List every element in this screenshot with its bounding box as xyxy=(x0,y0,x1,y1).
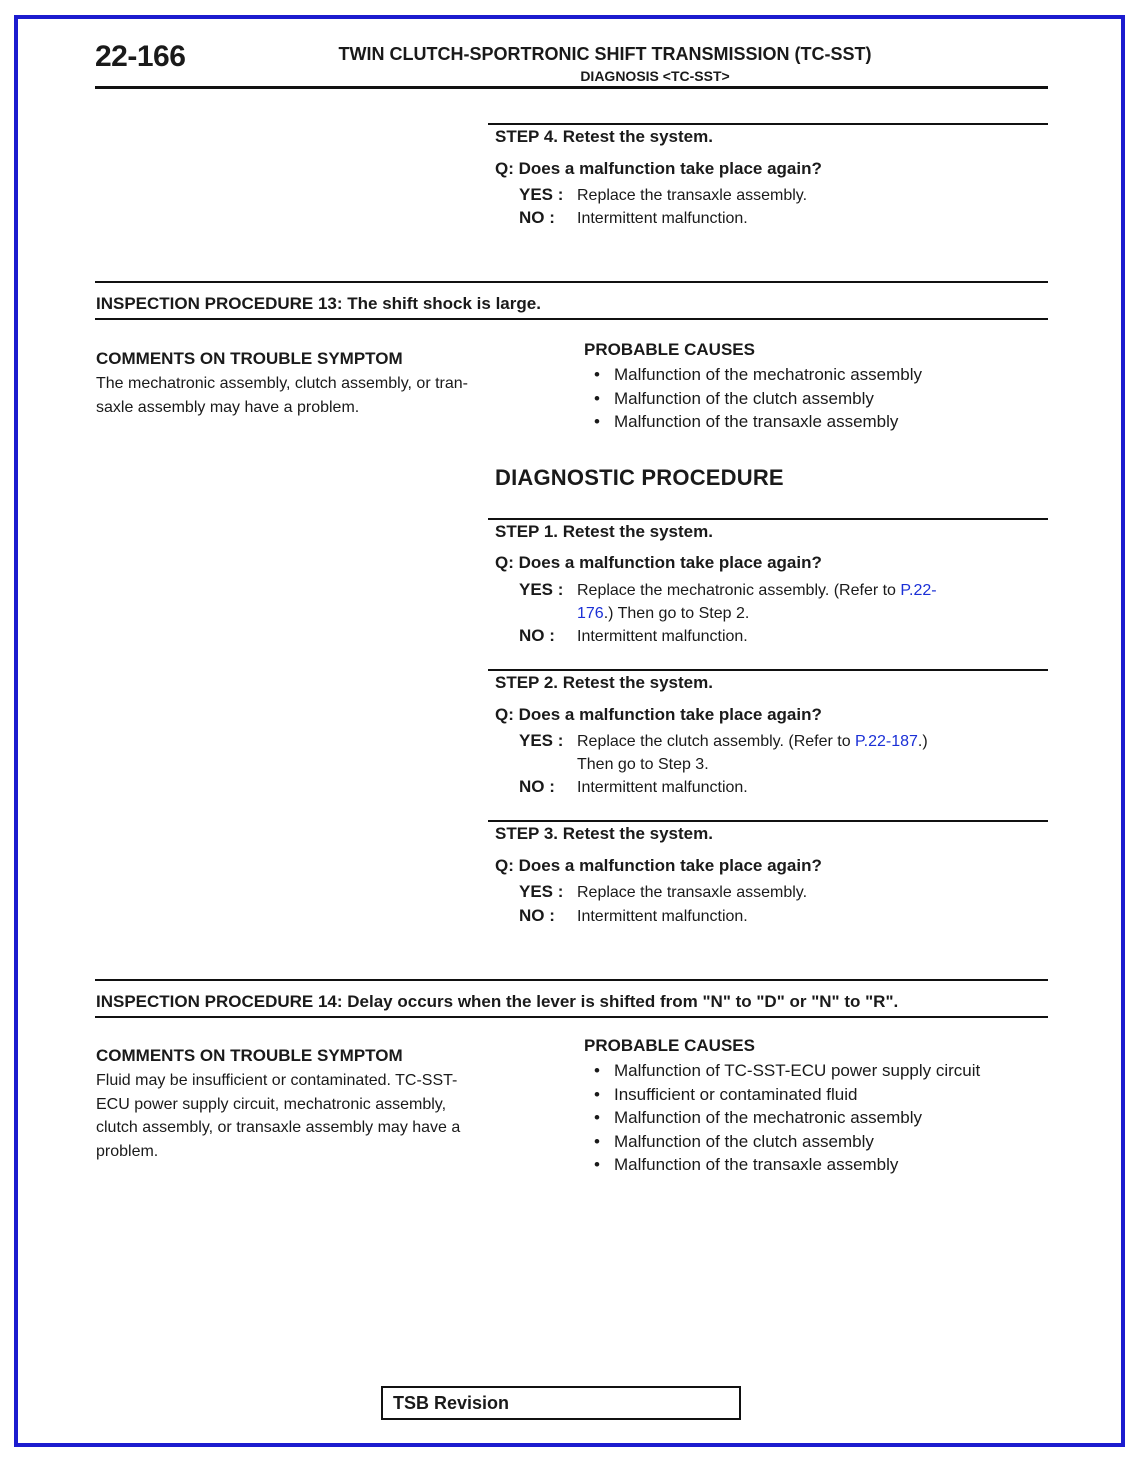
step3-no-text: Intermittent malfunction. xyxy=(577,908,748,925)
step2-yes-label: YES : xyxy=(519,731,564,750)
proc14-comments-line: clutch assembly, or transaxle assembly may have a xyxy=(96,1119,461,1136)
cause-item: • Insufficient or contaminated fluid xyxy=(584,1083,980,1107)
page-title: TWIN CLUTCH-SPORTRONIC SHIFT TRANSMISSION (TC-SST) xyxy=(338,44,872,64)
step1-yes-text xyxy=(577,579,1037,625)
proc13-rule-bottom xyxy=(95,318,1048,320)
proc14-comments-line: problem. xyxy=(96,1143,159,1160)
cause-item: • Malfunction of the mechatronic assembly xyxy=(584,1106,980,1130)
step2-yes-pre: Replace the clutch assembly. (Refer to xyxy=(577,733,856,750)
step2-yes-text xyxy=(577,730,1037,776)
step1-yes-post: .) Then go to Step 2. xyxy=(603,605,750,622)
step2-yes-post: .) xyxy=(917,733,928,750)
step1-ref-link-b[interactable]: 176 xyxy=(577,605,604,622)
tsb-revision-box: TSB Revision xyxy=(381,1386,741,1420)
step2-heading: STEP 2. Retest the system. xyxy=(495,673,713,692)
step2-yes-line2: Then go to Step 3. xyxy=(577,756,709,773)
proc14-rule-top xyxy=(95,979,1048,981)
step2-rule xyxy=(488,669,1048,671)
proc13-comments-line2: saxle assembly may have a problem. xyxy=(96,399,360,416)
step2-question: Q: Does a malfunction take place again? xyxy=(495,705,822,724)
step3-heading: STEP 3. Retest the system. xyxy=(495,824,713,843)
proc13-comments-line1: The mechatronic assembly, clutch assembly, or tran- xyxy=(96,375,468,392)
step4-no-text: Intermittent malfunction. xyxy=(577,210,748,227)
step1-no-label: NO : xyxy=(519,626,555,645)
proc14-comments-line: ECU power supply circuit, mechatronic assembly, xyxy=(96,1096,447,1113)
proc13-rule-top xyxy=(95,281,1048,283)
proc13-heading: INSPECTION PROCEDURE 13: The shift shock is large. xyxy=(96,294,541,313)
cause-item: • Malfunction of the mechatronic assembly xyxy=(584,363,922,387)
page-subtitle: DIAGNOSIS <TC-SST> xyxy=(580,68,730,84)
step4-heading: STEP 4. Retest the system. xyxy=(495,127,713,146)
step4-yes-label: YES : xyxy=(519,185,564,204)
step1-question: Q: Does a malfunction take place again? xyxy=(495,553,822,572)
cause-item: • Malfunction of the transaxle assembly xyxy=(584,1153,980,1177)
step3-question: Q: Does a malfunction take place again? xyxy=(495,856,822,875)
proc14-heading: INSPECTION PROCEDURE 14: Delay occurs when the lever is shifted from "N" to "D" or "N" to "R". xyxy=(96,992,899,1011)
step4-yes-text: Replace the transaxle assembly. xyxy=(577,187,808,204)
proc13-comments-heading: COMMENTS ON TROUBLE SYMPTOM xyxy=(96,349,403,368)
page-number: 22-166 xyxy=(95,40,186,73)
cause-item: • Malfunction of the clutch assembly xyxy=(584,387,922,411)
proc14-comments-line: Fluid may be insufficient or contaminated. TC-SST- xyxy=(96,1072,458,1089)
step3-yes-text: Replace the transaxle assembly. xyxy=(577,884,808,901)
proc14-comments-heading: COMMENTS ON TROUBLE SYMPTOM xyxy=(96,1046,403,1065)
proc14-rule-bottom xyxy=(95,1016,1048,1018)
proc13-causes-list xyxy=(584,363,922,434)
step2-ref-link[interactable]: P.22-187 xyxy=(855,733,918,750)
step4-no-label: NO : xyxy=(519,208,555,227)
step1-yes-pre: Replace the mechatronic assembly. (Refer to xyxy=(577,582,901,599)
step1-yes-label: YES : xyxy=(519,580,564,599)
step2-no-label: NO : xyxy=(519,777,555,796)
proc14-causes-heading: PROBABLE CAUSES xyxy=(584,1036,755,1055)
step1-ref-link-a[interactable]: P.22- xyxy=(900,582,937,599)
proc13-causes-heading: PROBABLE CAUSES xyxy=(584,340,755,359)
diagnostic-procedure-title: DIAGNOSTIC PROCEDURE xyxy=(495,465,784,490)
step3-rule xyxy=(488,820,1048,822)
step1-heading: STEP 1. Retest the system. xyxy=(495,522,713,541)
cause-item: • Malfunction of the transaxle assembly xyxy=(584,410,922,434)
step1-rule xyxy=(488,518,1048,520)
proc14-causes-list xyxy=(584,1059,980,1177)
cause-item: • Malfunction of the clutch assembly xyxy=(584,1130,980,1154)
step3-yes-label: YES : xyxy=(519,882,564,901)
header-rule xyxy=(95,86,1048,89)
step4-question: Q: Does a malfunction take place again? xyxy=(495,159,822,178)
step3-no-label: NO : xyxy=(519,906,555,925)
step4-rule xyxy=(488,123,1048,125)
step2-no-text: Intermittent malfunction. xyxy=(577,779,748,796)
step1-no-text: Intermittent malfunction. xyxy=(577,628,748,645)
cause-item: • Malfunction of TC-SST-ECU power supply circuit xyxy=(584,1059,980,1083)
